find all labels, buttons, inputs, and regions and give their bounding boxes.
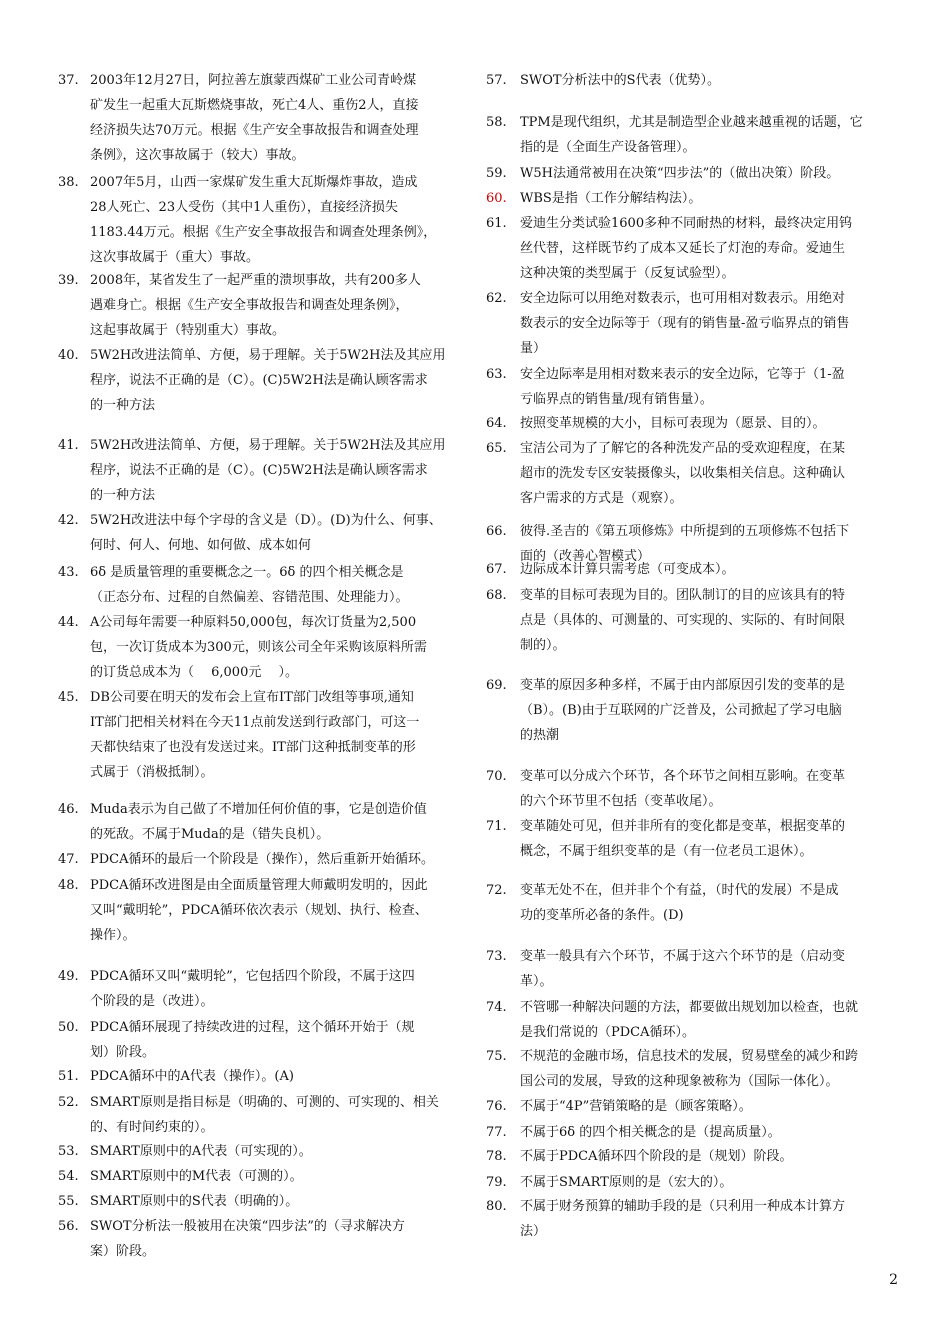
question-text: SMART原则是指目标是（明确的、可测的、可实现的、相关 的、有时间约束的）。: [90, 1095, 439, 1135]
question-number: 56.: [58, 1219, 79, 1234]
question-number: 79.: [486, 1175, 507, 1190]
question-text: PDCA循环中的A代表（操作）。(A): [90, 1069, 294, 1084]
question-text: 变革的原因多种多样，不属于由内部原因引发的变革的是 （B）。(B)由于互联网的广泛普及，公司掀起了学习电脑 的热潮: [520, 678, 846, 743]
question-number: 49.: [58, 969, 79, 984]
question-number: 72.: [486, 883, 507, 898]
question-number: 46.: [58, 802, 79, 817]
question-number: 66.: [486, 524, 507, 539]
question-text: 不属于财务预算的辅助手段的是（只利用一种成本计算方 法）: [520, 1199, 846, 1239]
question-text: 安全边际可以用绝对数表示，也可用相对数表示。用绝对 数表示的安全边际等于（现有的销售量-盈亏临界点的销售 量）: [520, 291, 850, 356]
question-text: SMART原则中的M代表（可测的）。: [90, 1169, 303, 1184]
question-text: 不属于“4P”营销策略的是（顾客策略）。: [520, 1099, 752, 1114]
question-number: 39.: [58, 273, 79, 288]
question-text: TPM是现代组织，尤其是制造型企业越来越重视的话题，它 指的是（全面生产设备管理）。: [520, 115, 863, 155]
question-text: 彼得.圣吉的《第五项修炼》中所提到的五项修炼不包括下 面的（改善心智模式）: [520, 524, 850, 564]
question-number: 48.: [58, 878, 79, 893]
question-number: 59.: [486, 166, 507, 181]
question-number: 51.: [58, 1069, 79, 1084]
page-number: 2: [889, 1272, 898, 1288]
question-text: SMART原则中的A代表（可实现的）。: [90, 1144, 312, 1159]
question-number: 74.: [486, 1000, 507, 1015]
question-text: PDCA循环展现了持续改进的过程，这个循环开始于（规 划）阶段。: [90, 1020, 415, 1060]
question-text: 变革随处可见，但并非所有的变化都是变革，根据变革的 概念，不属于组织变革的是（有一位老员工退休）。: [520, 819, 846, 859]
question-text: 5W2H改进法简单、方便，易于理解。关于5W2H法及其应用 程序，说法不正确的是（C）。(C)5W2H法是确认顾客需求 的一种方法: [90, 438, 446, 503]
question-text: DB公司要在明天的发布会上宣布IT部门改组等事项,通知 IT部门把相关材料在今天11点前发送到行政部门，可这一 天都快结束了也没有发送过来。IT部门这种抵制变革的形 式属于（消极抵制）。: [90, 690, 420, 780]
question-text: 按照变革规模的大小，目标可表现为（愿景、目的）。: [520, 416, 826, 431]
question-number: 52.: [58, 1095, 79, 1110]
question-number: 63.: [486, 367, 507, 382]
question-text: SWOT分析法中的S代表（优势）。: [520, 73, 721, 88]
question-text: 不属于SMART原则的是（宏大的）。: [520, 1175, 733, 1190]
question-number: 47.: [58, 852, 79, 867]
question-number: 69.: [486, 678, 507, 693]
question-number: 68.: [486, 588, 507, 603]
question-number: 58.: [486, 115, 507, 130]
question-number: 60.: [486, 191, 507, 206]
question-number: 67.: [486, 562, 507, 577]
question-text: 不管哪一种解决问题的方法，都要做出规划加以检查，也就 是我们常说的（PDCA循环）。: [520, 1000, 859, 1040]
question-text: WBS是指（工作分解结构法）。: [520, 191, 702, 206]
question-number: 78.: [486, 1149, 507, 1164]
question-text: W5H法通常被用在决策“四步法”的（做出决策）阶段。: [520, 166, 840, 181]
question-number: 41.: [58, 438, 79, 453]
question-text: 不规范的金融市场，信息技术的发展，贸易壁垒的减少和跨 国公司的发展，导致的这种现象被称为（国际一体化）。: [520, 1049, 859, 1089]
question-number: 77.: [486, 1125, 507, 1140]
question-text: 变革一般具有六个环节，不属于这六个环节的是（启动变 革）。: [520, 949, 846, 989]
question-text: 5W2H改进法中每个字母的含义是（D）。(D)为什么、何事、 何时、何人、何地、如何做、成本如何: [90, 513, 442, 553]
question-text: Muda表示为自己做了不增加任何价值的事，它是创造价值 的死敌。不属于Muda的是（错失良机）。: [90, 802, 427, 842]
question-text: 安全边际率是用相对数来表示的安全边际，它等于（1-盈 亏临界点的销售量/现有销售量）。: [520, 367, 845, 407]
question-text: 变革无处不在，但并非个个有益，（时代的发展）不是成 功的变革所必备的条件。(D): [520, 883, 839, 923]
question-text: 6δ 是质量管理的重要概念之一。6δ 的四个相关概念是 （正态分布、过程的自然偏差、容错范围、处理能力）。: [90, 565, 409, 605]
question-text: 变革的目标可表现为目的。团队制订的目的应该具有的特 点是（具体的、可测量的、可实现的、实际的、有时间限 制的）。: [520, 588, 846, 653]
question-number: 55.: [58, 1194, 79, 1209]
question-text: PDCA循环又叫“戴明轮”，它包括四个阶段，不属于这四 个阶段的是（改进）。: [90, 969, 415, 1009]
question-text: PDCA循环改进图是由全面质量管理大师戴明发明的，因此 又叫“戴明轮”，PDCA循环依次表示（规划、执行、检查、 操作）。: [90, 878, 428, 943]
question-number: 54.: [58, 1169, 79, 1184]
question-text: 不属于6δ 的四个相关概念的是（提高质量）。: [520, 1125, 781, 1140]
question-number: 64.: [486, 416, 507, 431]
question-number: 71.: [486, 819, 507, 834]
question-number: 57.: [486, 73, 507, 88]
question-text: 5W2H改进法简单、方便，易于理解。关于5W2H法及其应用 程序，说法不正确的是（C）。(C)5W2H法是确认顾客需求 的一种方法: [90, 348, 446, 413]
question-number: 76.: [486, 1099, 507, 1114]
question-text: 不属于PDCA循环四个阶段的是（规划）阶段。: [520, 1149, 793, 1164]
question-number: 53.: [58, 1144, 79, 1159]
question-number: 61.: [486, 216, 507, 231]
question-text: 边际成本计算只需考虑（可变成本）。: [520, 562, 735, 577]
question-number: 65.: [486, 441, 507, 456]
question-number: 43.: [58, 565, 79, 580]
question-number: 45.: [58, 690, 79, 705]
question-text: 爱迪生分类试验1600多种不同耐热的材料，最终决定用钨 丝代替，这样既节约了成本又延长了灯泡的寿命。爱迪生 这种决策的类型属于（反复试验型）。: [520, 216, 853, 281]
question-number: 40.: [58, 348, 79, 363]
question-number: 75.: [486, 1049, 507, 1064]
question-number: 42.: [58, 513, 79, 528]
question-number: 73.: [486, 949, 507, 964]
question-text: SMART原则中的S代表（明确的）。: [90, 1194, 299, 1209]
question-text: 宝洁公司为了了解它的各种洗发产品的受欢迎程度，在某 超市的洗发专区安装摄像头，以收集相关信息。这种确认 客户需求的方式是（观察）。: [520, 441, 846, 506]
question-text: 2003年12月27日，阿拉善左旗蒙西煤矿工业公司青岭煤 矿发生一起重大瓦斯燃烧事故，死亡4人、重伤2人，直接 经济损失达70万元。根据《生产安全事故报告和调查处理 条例》，这次事故属于（较大）事故。: [90, 73, 419, 163]
question-number: 70.: [486, 769, 507, 784]
question-text: 变革可以分成六个环节，各个环节之间相互影响。在变革 的六个环节里不包括（变革收尾）。: [520, 769, 846, 809]
question-text: A公司每年需要一种原料50,000包，每次订货量为2,500 包，一次订货成本为300元，则该公司全年采购该原料所需 的订货总成本为（ 6,000元 ）。: [90, 615, 427, 680]
question-text: 2008年，某省发生了一起严重的溃坝事故，共有200多人 遇难身亡。根据《生产安全事故报告和调查处理条例》， 这起事故属于（特别重大）事故。: [90, 273, 421, 338]
question-number: 38.: [58, 175, 79, 190]
question-text: PDCA循环的最后一个阶段是（操作），然后重新开始循环。: [90, 852, 435, 867]
question-text: 2007年5月，山西一家煤矿发生重大瓦斯爆炸事故，造成 28人死亡、23人受伤（其中1人重伤），直接经济损失 1183.44万元。根据《生产安全事故报告和调查处理条例》， 这次事故属于（重大）事故。: [90, 175, 437, 265]
question-text: SWOT分析法一般被用在决策“四步法”的（寻求解决方 案）阶段。: [90, 1219, 405, 1259]
question-number: 50.: [58, 1020, 79, 1035]
question-number: 37.: [58, 73, 79, 88]
question-number: 62.: [486, 291, 507, 306]
question-number: 44.: [58, 615, 79, 630]
question-number: 80.: [486, 1199, 507, 1214]
